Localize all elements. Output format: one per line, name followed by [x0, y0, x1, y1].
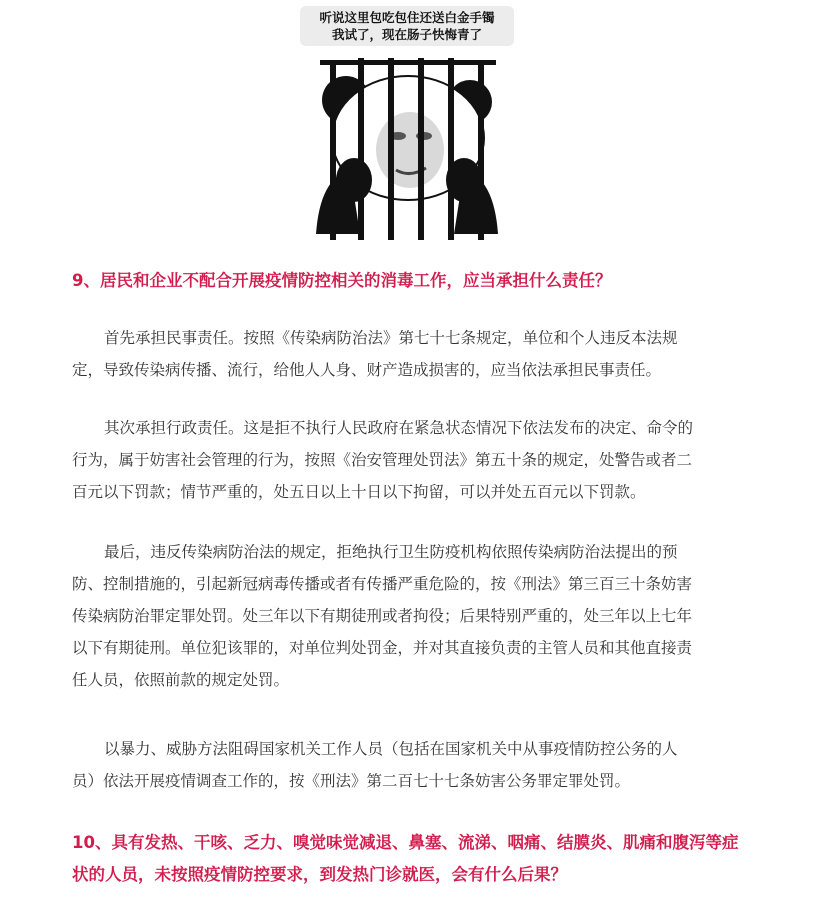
- panda-behind-bars-icon: [300, 52, 514, 240]
- q9-paragraph-obstruction: [72, 733, 752, 797]
- paragraph-line: 传染病防治罪定罪处罚。处三年以下有期徒刑或者拘役；后果特别严重的，处三年以上七年: [72, 607, 693, 625]
- question-9-heading: 9、居民和企业不配合开展疫情防控相关的消毒工作，应当承担什么责任？: [72, 271, 612, 290]
- heading-line: 10、具有发热、干咳、乏力、嗅觉味觉减退、鼻塞、流涕、咽痛、结膜炎、肌痛和腹泻等症: [72, 833, 739, 852]
- q9-paragraph-civil-liability: [72, 322, 752, 386]
- paragraph-line: 百元以下罚款；情节严重的，处五日以上十日以下拘留，可以并处五百元以下罚款。: [72, 483, 646, 501]
- q9-paragraph-criminal-liability: [72, 536, 752, 696]
- q9-paragraph-administrative-liability: [72, 412, 752, 508]
- paragraph-line: 以暴力、威胁方法阻碍国家机关工作人员（包括在国家机关中从事疫情防控公务的人: [104, 740, 678, 758]
- meme-caption-line-2: 我试了，现在肠子快悔青了: [331, 27, 482, 42]
- paragraph-line: 任人员，依照前款的规定处罚。: [72, 671, 290, 689]
- question-10-heading: [72, 827, 752, 891]
- meme-caption-line-1: 听说这里包吃包住还送白金手镯: [319, 10, 495, 25]
- paragraph-line: 行为，属于妨害社会管理的行为，按照《治安管理处罚法》第五十条的规定，处警告或者二: [72, 451, 693, 469]
- paragraph-line: 其次承担行政责任。这是拒不执行人民政府在紧急状态情况下依法发布的决定、命令的: [104, 419, 694, 437]
- paragraph-line: 防、控制措施的，引起新冠病毒传播或者有传播严重危险的，按《刑法》第三百三十条妨害: [72, 575, 693, 593]
- paragraph-line: 最后，违反传染病防治法的规定，拒绝执行卫生防疫机构依照传染病防治法提出的预: [104, 543, 678, 561]
- paragraph-line: 定，导致传染病传播、流行，给他人人身、财产造成损害的，应当依法承担民事责任。: [72, 361, 662, 379]
- meme-image: [300, 4, 514, 240]
- paragraph-line: 员）依法开展疫情调查工作的，按《刑法》第二百七十七条妨害公务罪定罪处罚。: [72, 772, 631, 790]
- paragraph-line: 首先承担民事责任。按照《传染病防治法》第七十七条规定，单位和个人违反本法规: [104, 329, 678, 347]
- heading-line: 状的人员，未按照疫情防控要求，到发热门诊就医，会有什么后果？: [72, 865, 567, 884]
- meme-caption: [300, 6, 514, 46]
- paragraph-line: 以下有期徒刑。单位犯该罪的，对单位判处罚金，并对其直接负责的主管人员和其他直接责: [72, 639, 693, 657]
